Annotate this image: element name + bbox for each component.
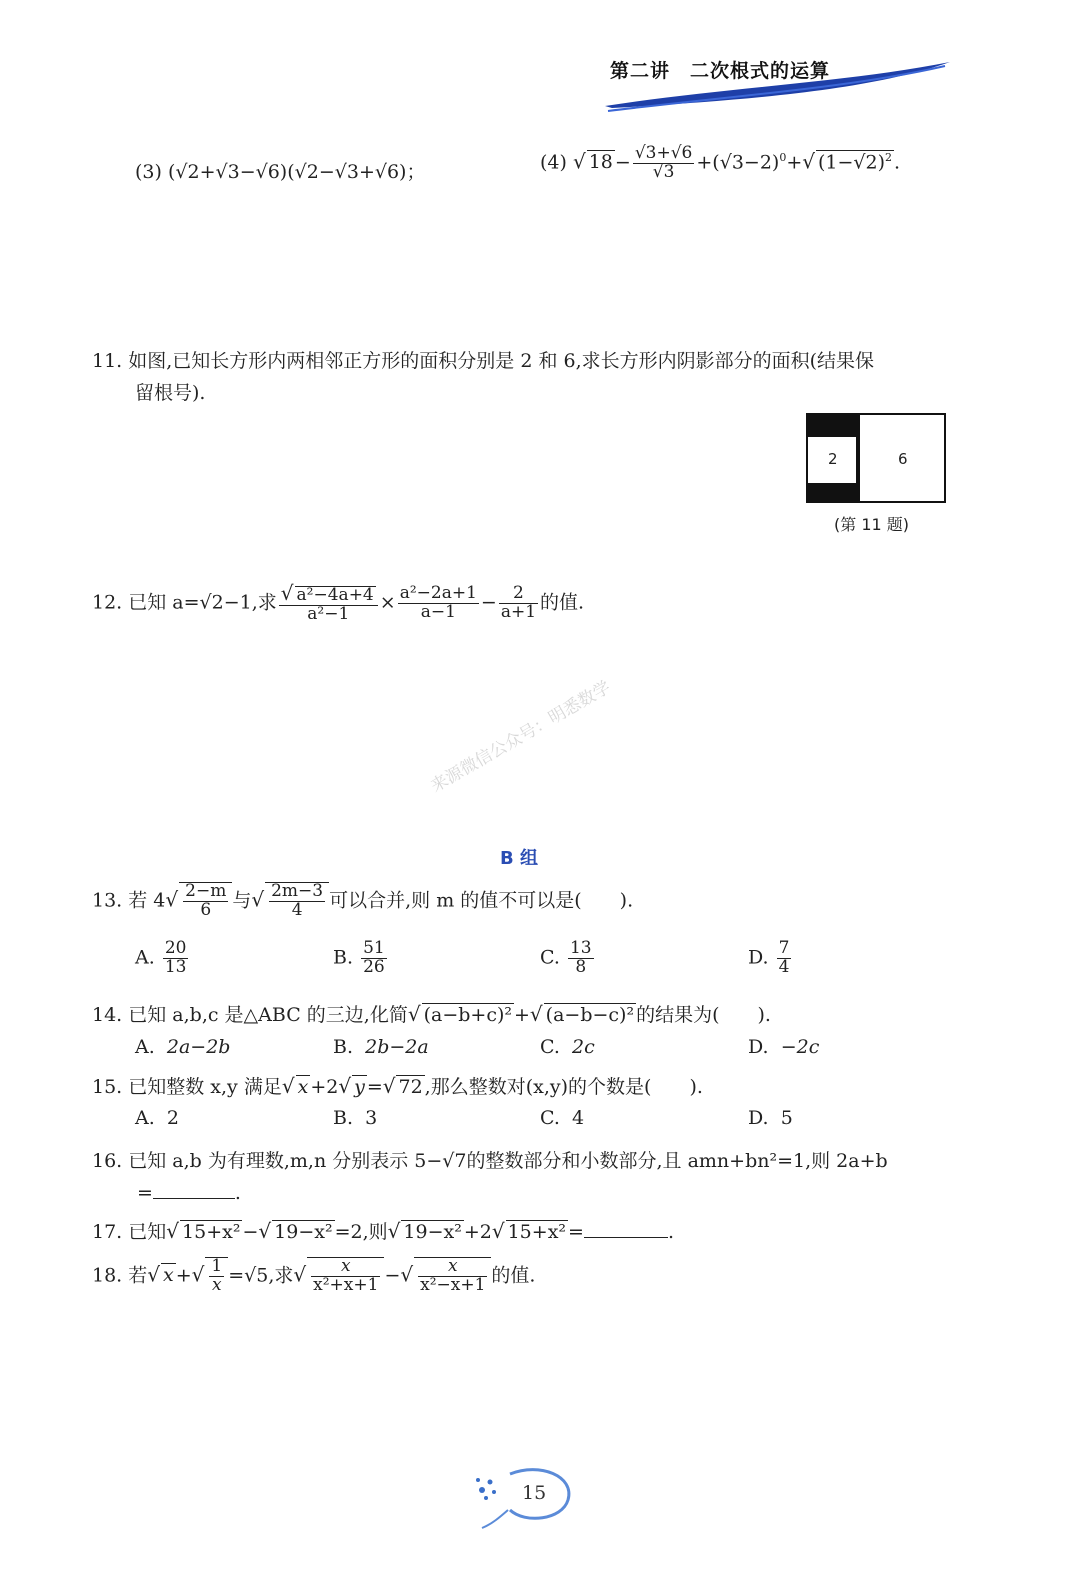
fraction: $\frac{2-m}{6}$ [185,881,227,920]
square-6-label: 6 [898,450,908,468]
fraction: $\frac{7}{4}$ [778,938,790,977]
fraction: $\frac{2}{a+1}$ [500,583,537,622]
fraction: $\frac{\text{a²−2a+1}}{a-1}$ [399,583,477,622]
header-swoosh-icon [600,56,960,116]
question-17: 17. 已知√ 15+x² −√ 19−x² =2,则√ 19−x² +2√ 15+x² = . [92,1219,674,1243]
square-2-label: 2 [828,450,838,468]
option-c[interactable]: C. 2c [540,1036,595,1058]
option-c[interactable]: C. $\frac{13}{8}$ [540,938,592,977]
question-14: 14. 已知 a,b,c 是△ABC 的三边,化简√ (a−b+c)² +√ (a−b−c)² 的结果为( ). [92,1002,771,1026]
question-18: 18. 若√ x +√ $\frac{1}{x}$ =√5,求√ $\frac{x}{\text{x²+x+1}}$ −√ $\frac{x}{\text{x²−x+1}}$ 的值. [92,1256,536,1295]
option-b[interactable]: B. 2b−2a [333,1036,429,1058]
option-a[interactable]: A. 2 [135,1107,179,1129]
section-heading: B 组 [500,848,538,869]
question-16-line2: = . [137,1182,241,1204]
question-13: 13. 若 4√ $\frac{2-m}{6}$ 与√ $\frac{2m-3}{4}$ 可以合并,则 m 的值不可以是( ). [92,881,634,920]
fraction: $\frac{51}{26}$ [363,938,385,977]
option-b[interactable]: B. 3 [333,1107,378,1129]
fraction: $\frac{20}{13}$ [164,938,187,977]
question-11-line2: 留根号). [135,382,206,404]
question-16: 16. 已知 a,b 为有理数,m,n 分别表示 5−√7的整数部分和小数部分,且 amn+bn²=1,则 2a+b [92,1150,888,1172]
option-d[interactable]: D. 5 [748,1107,793,1129]
problem-10-4: (4) √ 18 − $\frac{√3+√6}{√3}$ $+(√3-2)^0+√$ $(1-√2)^2$ . [540,143,901,182]
option-d[interactable]: D. $\frac{7}{4}$ [748,938,790,977]
fraction: $\frac{√3+√6}{√3}$ [634,143,693,182]
page-header-title: 第二讲 二次根式的运算 [610,60,831,82]
fraction: $\frac{x}{\text{x²−x+1}}$ [420,1256,486,1295]
fraction: $\frac{x}{\text{x²+x+1}}$ [313,1256,379,1295]
fraction: $\frac{2m-3}{4}$ [271,881,324,920]
rectangle-figure [806,413,946,503]
option-d[interactable]: D. −2c [748,1036,820,1058]
problem-10-3: (3) (√2+√3−√6)(√2−√3+√6)； [135,161,426,183]
answer-blank[interactable] [584,1219,668,1238]
option-a[interactable]: A. 2a−2b [135,1036,231,1058]
fraction: $\frac{\text{√ a²−4a+4}}{\text{a²−1}}$ [279,583,378,624]
question-12: 12. 已知 a=√2−1,求 $\frac{\text{√ a²−4a+4}}{\text{a²−1}}$ × $\frac{\text{a²−2a+1}}{a-1}$ − $\frac{2}{a+1}$ 的值. [92,581,585,624]
page-number: 15 [522,1482,547,1504]
option-a[interactable]: A. $\frac{20}{13}$ [135,938,187,977]
fraction: $\frac{13}{8}$ [569,938,592,977]
question-11: 11. 如图,已知长方形内两相邻正方形的面积分别是 2 和 6,求长方形内阴影部分的面积(结果保 [92,350,875,372]
option-b[interactable]: B. $\frac{51}{26}$ [333,938,385,977]
fraction: $\frac{1}{x}$ [211,1256,223,1295]
answer-blank[interactable] [153,1180,235,1199]
figure-caption: (第 11 题) [834,515,910,534]
watermark: 来源微信公众号：明悉数学 [427,677,615,797]
option-c[interactable]: C. 4 [540,1107,585,1129]
question-15: 15. 已知整数 x,y 满足√ x +2√ y =√ 72 ,那么整数对(x,y)的个数是( ). [92,1074,703,1098]
